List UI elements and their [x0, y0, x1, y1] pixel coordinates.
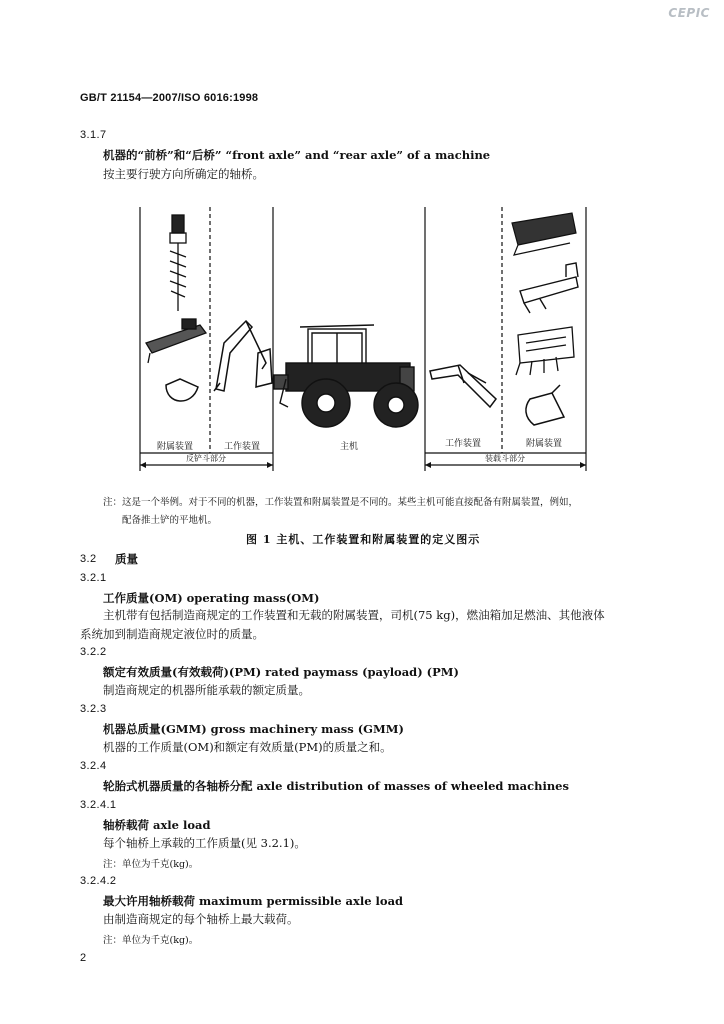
- definition-gross-machinery-mass: 机器的工作质量(OM)和额定有效质量(PM)的质量之和。: [103, 740, 392, 754]
- term-max-permissible-axle-load: 最大许用轴桥载荷 maximum permissible axle load: [103, 894, 404, 908]
- term-front-rear-axle: 机器的“前桥”和“后桥” “front axle” and “rear axle” of a machine: [103, 148, 491, 162]
- label-attachment-right: 附属装置: [525, 439, 563, 449]
- term-axle-distribution: 轮胎式机器质量的各轴桥分配 axle distribution of masses of wheeled machines: [103, 779, 569, 793]
- section-title-mass: 质量: [115, 552, 138, 566]
- small-bucket-illustration: [166, 379, 198, 401]
- label-base-machine: 主机: [339, 442, 359, 452]
- label-equipment-left: 工作装置: [223, 442, 261, 452]
- definition-operating-mass: 主机带有包括制造商规定的工作装置和无载的附属装置，司机(75 kg)，燃油箱加足燃油、其他液体: [103, 608, 605, 622]
- figure-note-continued: 配备推土铲的平地机。: [122, 515, 218, 526]
- loader-arm-illustration: [430, 365, 496, 407]
- label-equipment-right: 工作装置: [444, 439, 482, 449]
- section-number: 3.2: [80, 553, 97, 565]
- backhoe-boom-illustration: [214, 321, 272, 391]
- figure-caption: 图 1 主机、工作装置和附属装置的定义图示: [246, 533, 481, 546]
- definition-front-rear-axle: 按主要行驶方向所确定的轴桥。: [103, 167, 264, 181]
- auger-attachment-illustration: [170, 215, 186, 311]
- publisher-logo: CEPIC: [668, 6, 710, 20]
- label-span-left: 反铲斗部分: [186, 454, 226, 463]
- standard-number: GB/T 21154—2007/ISO 6016:1998: [80, 92, 259, 104]
- figure-base-machine-equipment-attachment: [120, 203, 604, 475]
- section-number: 3.1.7: [80, 129, 107, 141]
- bucket-attachment-illustration: [526, 385, 564, 425]
- figure-note: 注：这是一个举例。对于不同的机器，工作装置和附属装置是不同的。某些主机可能直接配备有附属装置，例如，: [103, 497, 579, 508]
- term-operating-mass: 工作质量(OM) operating mass(OM): [103, 591, 320, 605]
- term-axle-load: 轴桥载荷 axle load: [103, 818, 211, 832]
- section-number: 3.2.4: [80, 760, 107, 772]
- section-number: 3.2.4.2: [80, 875, 117, 887]
- backhoe-loader-illustration: [274, 325, 418, 427]
- section-number: 3.2.4.1: [80, 799, 117, 811]
- definition-max-permissible-axle-load: 由制造商规定的每个轴桥上最大载荷。: [103, 912, 299, 926]
- term-rated-paymass: 额定有效质量(有效载荷)(PM) rated paymass (payload) (PM): [103, 665, 459, 679]
- pallet-fork-attachment-illustration: [520, 263, 578, 313]
- definition-rated-paymass: 制造商规定的机器所能承载的额定质量。: [103, 683, 310, 697]
- grapple-attachment-illustration: [516, 327, 574, 375]
- note-axle-load-unit: 注：单位为千克(kg)。: [103, 859, 199, 870]
- section-number: 3.2.3: [80, 703, 107, 715]
- page-number: 2: [80, 952, 87, 964]
- term-gross-machinery-mass: 机器总质量(GMM) gross machinery mass (GMM): [103, 722, 404, 736]
- label-attachment-left: 附属装置: [156, 442, 194, 452]
- definition-axle-load: 每个轴桥上承载的工作质量(见 3.2.1)。: [103, 836, 306, 850]
- note-max-axle-load-unit: 注：单位为千克(kg)。: [103, 935, 199, 946]
- label-span-right: 装载斗部分: [485, 454, 525, 463]
- trencher-attachment-illustration: [146, 319, 206, 363]
- section-number: 3.2.1: [80, 572, 107, 584]
- definition-operating-mass-continued: 系统加到制造商规定液位时的质量。: [80, 627, 264, 641]
- section-number: 3.2.2: [80, 646, 107, 658]
- bucket-broom-attachment-illustration: [512, 213, 576, 255]
